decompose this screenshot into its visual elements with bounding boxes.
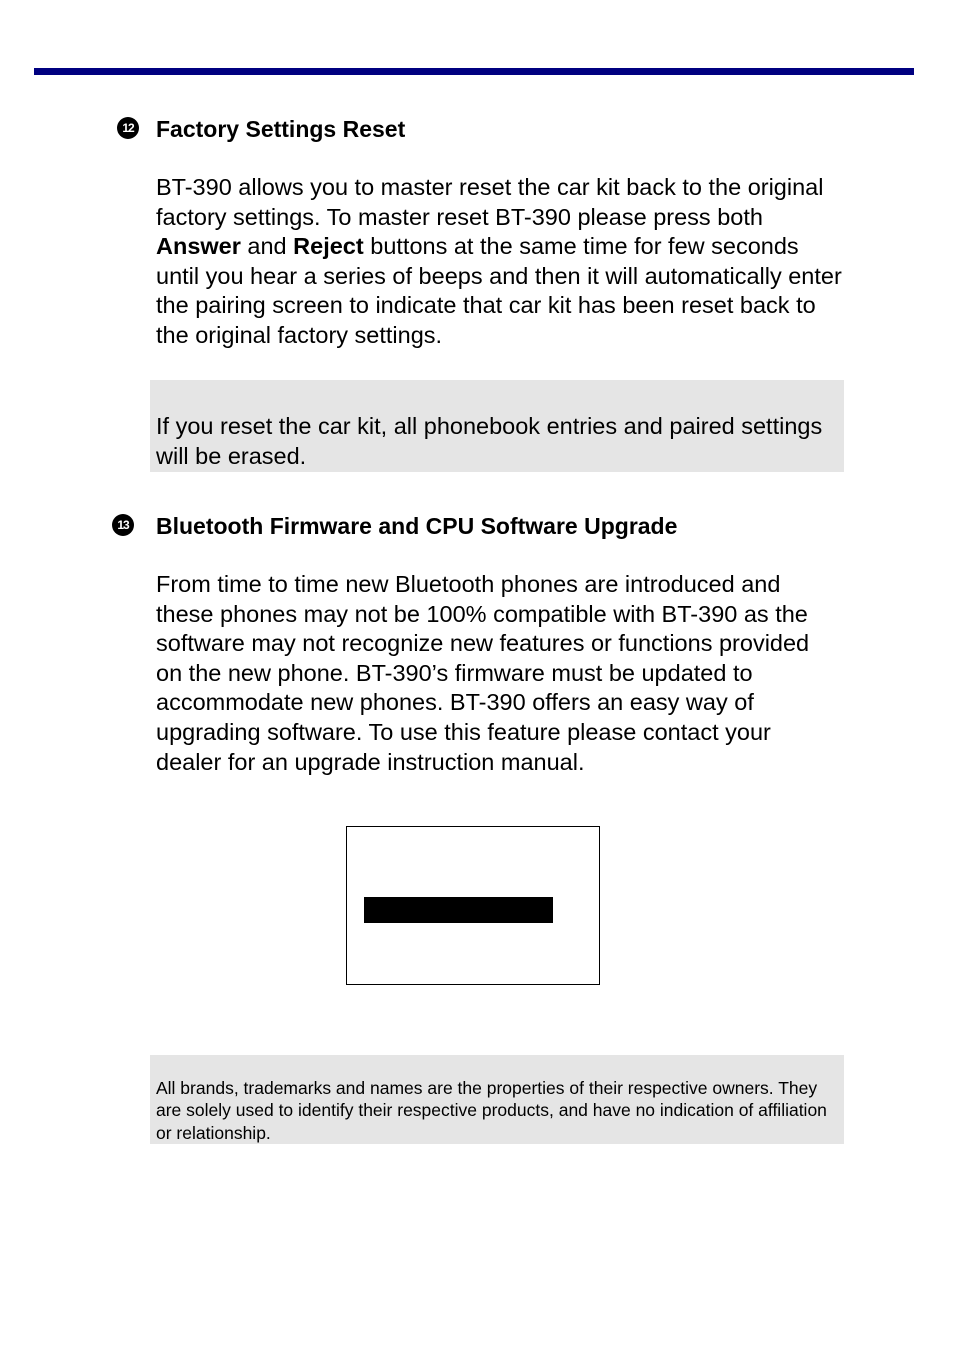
trademark-disclaimer-text: All brands, trademarks and names are the properties of their respective owners. They are solely used to identify their respective products, and have no indication of affiliation or relationship. — [156, 1078, 827, 1143]
section-title-factory-reset: Factory Settings Reset — [156, 116, 406, 142]
section-number-badge: 12 — [117, 117, 139, 139]
section-title-firmware-upgrade: Bluetooth Firmware and CPU Software Upgrade — [156, 513, 678, 539]
firmware-upgrade-description: From time to time new Bluetooth phones are introduced and these phones may not be 100% compatible with BT-390 as the software may not recognize new features or functions provided on the new phone. BT-390’s firmware must be updated to accommodate new phones. BT-390 offers an easy way of upgrading software. To use this feature please contact your dealer for an upgrade instruction manual. — [156, 571, 810, 775]
description-text: buttons at the same time for few seconds until you hear a series of beeps and then it will automatically enter the pairing screen to indicate that car kit has been reset back to the original factory settings. — [156, 233, 842, 348]
answer-button-name: Answer — [156, 233, 241, 260]
description-text: and — [240, 233, 294, 260]
display-screen-figure — [346, 826, 600, 985]
trademark-disclaimer-box — [150, 1055, 844, 1144]
section-number-badge: 13 — [112, 514, 134, 536]
reset-warning-text: If you reset the car kit, all phonebook entries and paired settings will be erased. — [156, 413, 823, 469]
factory-reset-description — [156, 173, 846, 351]
top-rule — [34, 68, 914, 75]
reject-button-name: Reject — [293, 233, 364, 260]
display-highlight-bar — [364, 897, 553, 923]
description-text: BT-390 allows you to master reset the car kit back to the original factory settings. To master reset BT-390 please press both — [156, 174, 824, 230]
reset-warning-note — [150, 380, 844, 472]
